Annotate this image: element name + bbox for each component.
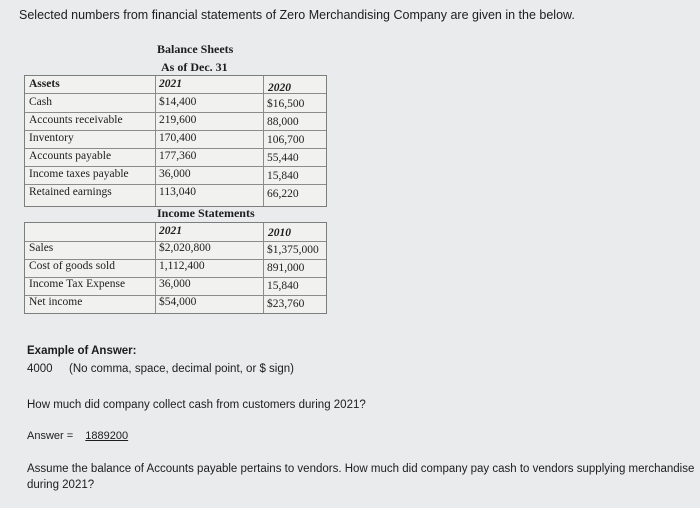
income-statement-title: Income Statements [157,206,255,220]
row-label-itp: Income taxes payable [29,168,129,180]
row-label-net-income: Net income [29,296,83,308]
example-heading: Example of Answer: [27,345,137,357]
sales-2010: $1,375,000 [267,244,319,256]
tax-expense-2010: 15,840 [267,280,299,292]
year-2021-header: 2021 [159,78,182,90]
year-2020-header: 2020 [268,82,291,94]
row-label-cogs: Cost of goods sold [29,260,115,272]
ar-2020: 88,000 [267,116,299,128]
question-2-line1: Assume the balance of Accounts payable pertains to vendors. How much did company pay cash to vendors supplying merchandise [27,463,695,475]
example-note: (No comma, space, decimal point, or $ sign) [69,363,294,375]
cogs-2010: 891,000 [267,262,305,274]
ap-2020: 55,440 [267,152,299,164]
example-value: 4000 [27,363,53,375]
net-income-2021: $54,000 [159,296,197,308]
question-1: How much did company collect cash from customers during 2021? [27,399,366,411]
answer-1-value[interactable]: 1889200 [85,430,129,442]
intro-text: Selected numbers from financial statements of Zero Merchandising Company are given in the below. [19,8,575,22]
assets-header: Assets [29,78,60,90]
question-2-line2: during 2021? [27,479,95,491]
inventory-2021: 170,400 [159,132,197,144]
is-year-2021-header: 2021 [159,225,182,237]
answer-label: Answer = [27,430,74,442]
cash-2020: $16,500 [267,98,305,110]
balance-sheet-subtitle: As of Dec. 31 [161,60,228,74]
sales-2021: $2,020,800 [159,242,211,254]
balance-sheet-table [24,75,327,207]
row-label-cash: Cash [29,96,52,108]
cash-2021: $14,400 [159,96,197,108]
row-label-ap: Accounts payable [29,150,112,162]
itp-2020: 15,840 [267,170,299,182]
cogs-2021: 1,112,400 [159,260,205,272]
tax-expense-2021: 36,000 [159,278,191,290]
row-label-ar: Accounts receivable [29,114,123,126]
inventory-2020: 106,700 [267,134,305,146]
example-line [27,363,294,375]
row-label-sales: Sales [29,242,54,254]
row-label-tax-expense: Income Tax Expense [29,278,126,290]
net-income-2010: $23,760 [267,298,305,310]
is-year-2010-header: 2010 [268,227,291,239]
ar-2021: 219,600 [159,114,197,126]
re-2021: 113,040 [159,186,196,198]
ap-2021: 177,360 [159,150,197,162]
re-2020: 66,220 [267,188,299,200]
balance-sheet-title: Balance Sheets [157,42,234,56]
answer-1-row [27,430,128,442]
income-statement-table [24,222,327,314]
itp-2021: 36,000 [159,168,191,180]
row-label-inventory: Inventory [29,132,74,144]
row-label-re: Retained earnings [29,186,112,198]
